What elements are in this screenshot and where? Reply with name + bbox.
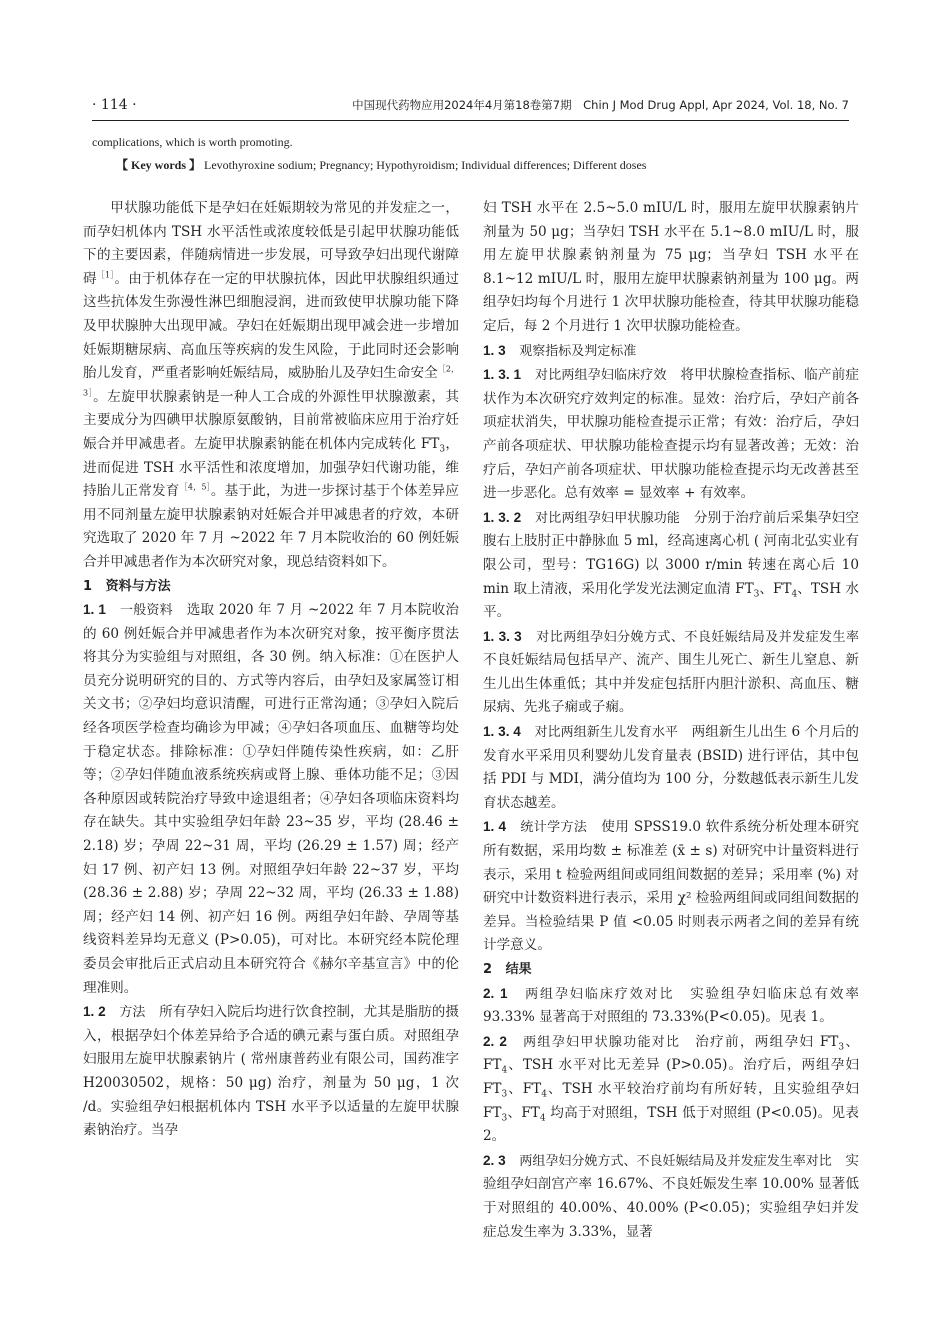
section-heading: 2 结果 xyxy=(483,962,532,977)
subsection-1-3: 1. 3 观察指标及判定标准 xyxy=(483,342,637,359)
subsection-2-2: 2. 2 两组孕妇甲状腺功能对比 治疗前，两组孕妇 $FT_3$、$FT_4$、TSH 水平对比无差异 (P>0.05)。治疗后，两组孕妇 $FT_3$、$FT_4$、TSH 水平较治疗前均有所好转，且实验组孕妇 $FT_3$、$FT_4$ 均高于对照组，TSH 低于对照组 (P<0.05)。见表 2。 xyxy=(483,1033,860,1145)
subsection-1-3-1: 1. 3. 1 对比两组孕妇临床疗效 将甲状腺检查指标、临产前症状作为本次研究疗效判定的标准。显效：治疗后，孕妇产前各项症状消失，甲状腺功能检查提示正常；有效：治疗后，孕妇产前各项症状、甲状腺功能检查提示均有显著改善；无效：治疗后，孕妇产前各项症状、甲状腺功能检查提示均无改善甚至进一步恶化。总有效率 = 显效率 + 有效率。 xyxy=(483,367,860,502)
subsection-1-2: 1. 2 方法 所有孕妇入院后均进行饮食控制，尤其是脂肪的摄入，根据孕妇个体差异给予合适的碘元素与蛋白质。对照组孕妇服用左旋甲状腺素钠片 ( 常州康普药业有限公司，国药准字 H20030502，规格：50 μg) 治疗，剂量为 50 μg，1 次 /d。实验组孕妇根据机体内 TSH 水平予以适量的左旋甲状腺素钠治疗。当孕 xyxy=(83,1004,459,1139)
subsection-1-1: 1. 1 一般资料 选取 2020 年 7 月 ~2022 年 7 月本院收治的 60 例妊娠合并甲减患者作为本次研究对象，按平衡序贯法将其分为实验组与对照组，各 30 例。纳入标准：①在医护人员充分说明研究的目的、方式等内容后，由孕妇及家属签订相关文书；②孕妇均意识清醒，可进行正常沟通；③孕妇入院后经各项医学检查均确诊为甲减；④孕妇各项血压、血糖等均处于稳定状态。排除标准：①孕妇伴随传染性疾病，如：乙肝等；②孕妇伴随血液系统疾病或肾上腺、垂体功能不足；③因各种原因或转院治疗导致中途退组者；④孕妇各项临床资料均存在缺失。其中实验组孕妇年龄 23~35 岁，平均 (28.46 ± 2.18) 岁；孕周 22~31 周，平均 (26.29 ± 1.57) 周；经产妇 17 例、初产妇 13 例。对照组孕妇年龄 22~37 岁，平均 (28.36 ± 2.88) 岁；孕周 22~32 周，平均 (26.33 ± 1.88) 周；经产妇 14 例、初产妇 16 例。两组孕妇年龄、孕周等基线资料差异均无意义 (P>0.05)，可对比。本研究经本院伦理委员会审批后正式启动且本研究符合《赫尔辛基宣言》中的伦理准则。 xyxy=(83,602,459,996)
page-number: · 114 · xyxy=(92,97,137,113)
method-continued: 妇 TSH 水平在 2.5~5.0 mIU/L 时，服用左旋甲状腺素钠片剂量为 50 μg；当孕妇 TSH 水平在 5.1~8.0 mIU/L 时，服用左旋甲状腺素钠剂量为 75 μg；当孕妇 TSH 水平在 8.1~12 mIU/L 时，服用左旋甲状腺素钠剂量为 100 μg。两组孕妇均每个月进行 1 次甲状腺功能检查，待其甲状腺功能稳定后，每 2 个月进行 1 次甲状腺功能检查。 xyxy=(483,200,859,334)
subsection-2-1: 2. 1 两组孕妇临床疗效对比 实验组孕妇临床总有效率 93.33% 显著高于对照组的 73.33%(P<0.05)。见表 1。 xyxy=(483,985,860,1026)
intro-paragraph: 甲状腺功能低下是孕妇在妊娠期较为常见的并发症之一，而孕妇机体内 TSH 水平活性或浓度较低是引起甲状腺功能低下的主要因素，伴随病情进一步发展，可导致孕妇出现代谢障碍$^{[1]}$。由于机体存在一定的甲状腺抗体，因此甲状腺组织通过这些抗体发生弥漫性淋巴细胞浸润，进而致使甲状腺功能下降及甲状腺肿大出现甲减。孕妇在妊娠期出现甲减会进一步增加妊娠期糖尿病、高血压等疾病的发生风险，于此同时还会影响胎儿发育，严重者影响妊娠结局，威胁胎儿及孕妇生命安全$^{[2,3]}$。左旋甲状腺素钠是一种人工合成的外源性甲状腺激素，其主要成分为四碘甲状腺原氨酸钠，目前常被临床应用于治疗妊娠合并甲减患者。左旋甲状腺素钠能在机体内完成转化 $FT_3$，进而促进 TSH 水平活性和浓度增加，加强孕妇代谢功能，维持胎儿正常发育$^{[4,5]}$。基于此，为进一步探讨基于个体差异应用不同剂量左旋甲状腺素钠对妊娠合并甲减患者的疗效，本研究选取了 2020 年 7 月 ~2022 年 7 月本院收治的 60 例妊娠合并甲减患者作为本次研究对象，现总结资料如下。 xyxy=(83,200,460,570)
citation[interactable]: ［2，3］ xyxy=(83,364,460,398)
citation[interactable]: ［1］ xyxy=(96,270,115,280)
left-column xyxy=(83,197,459,1143)
subsection-2-3: 2. 3 两组孕妇分娩方式、不良妊娠结局及并发症发生率对比 实验组孕妇剖宫产率 16.67%、不良妊娠发生率 10.00% 显著低于对照组的 40.00%、40.00% (P<0.05)；实验组孕妇并发症总发生率为 3.33%，显著 xyxy=(483,1152,860,1240)
subsection-1-3-2: 1. 3. 2 对比两组孕妇甲状腺功能 分别于治疗前后采集孕妇空腹右上肢肘正中静脉血 5 ml，经高速离心机 ( 河南北弘实业有限公司，型号：TG16G) 以 3000 r/min 转速在离心后 10 min 取上清液，采用化学发光法测定血清 $FT_3$、$FT_4$、TSH 水平。 xyxy=(483,509,860,621)
header-divider xyxy=(92,120,849,121)
abstract-tail: complications, which is worth promoting. xyxy=(92,135,293,149)
keywords-label: 【 Key words 】 xyxy=(116,158,201,172)
keywords-line xyxy=(116,156,646,173)
subsection-1-3-3: 1. 3. 3 对比两组孕妇分娩方式、不良妊娠结局及并发症发生率 不良妊娠结局包括早产、流产、围生儿死亡、新生儿窒息、新生儿出生体重低；其中并发症包括肝内胆汁淤积、高血压、糖尿病、先兆子痫或子痫。 xyxy=(483,628,859,716)
running-header: 中国现代药物应用2024年4月第18卷第7期 Chin J Mod Drug Appl, Apr 2024, Vol. 18, No. 7 xyxy=(352,98,849,112)
keywords-text: Levothyroxine sodium; Pregnancy; Hypothyroidism; Individual differences; Different doses xyxy=(204,158,647,172)
subsection-1-4: 1. 4 统计学方法 使用 SPSS19.0 软件系统分析处理本研究所有数据，采用均数 ± 标准差 (x̄ ± s) 对研究中计量资料进行表示，采用 t 检验两组间或同组间数据的差异；采用率 (%) 对研究中计数资料进行表示，采用 χ² 检验两组间或同组间数据的差异。当检验结果 P 值 <0.05 时则表示两者之间的差异有统计学意义。 xyxy=(483,819,859,954)
right-column xyxy=(483,197,859,1244)
section-heading: 1 资料与方法 xyxy=(83,578,171,594)
subsection-1-3-4: 1. 3. 4 对比两组新生儿发育水平 两组新生儿出生 6 个月后的发育水平采用贝利婴幼儿发育量表 (BSID) 进行评估，其中包括 PDI 与 MDI，满分值均为 100 分，分数越低表示新生儿发育状态越差。 xyxy=(483,724,859,811)
citation[interactable]: ［4，5］ xyxy=(179,482,211,492)
